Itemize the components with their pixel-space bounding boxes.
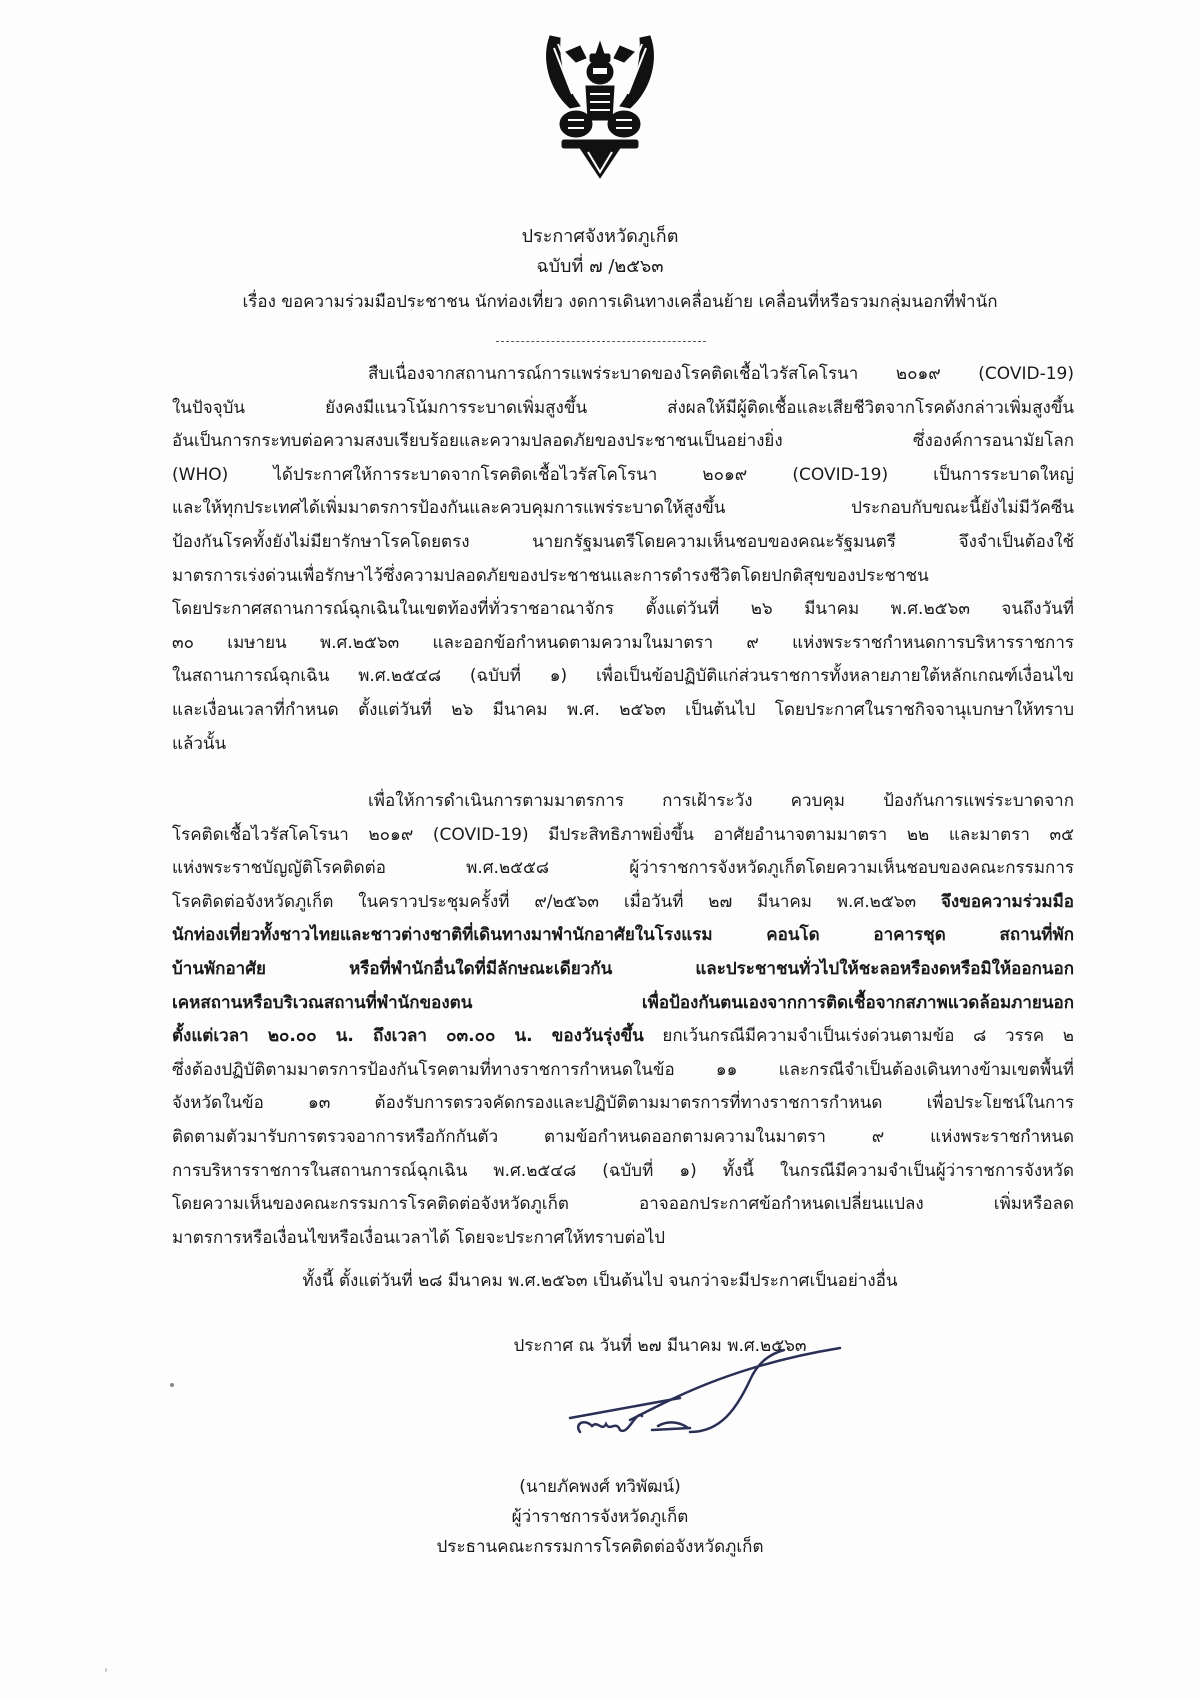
paragraph-2	[172, 785, 1074, 1255]
paragraph-line: ป้องกันโรคทั้งยังไม่มียารักษาโรคโดยตรง นายกรัฐมนตรีโดยความเห็นชอบของคณะรัฐมนตรี จึงจำเป็นต้องใช้	[172, 531, 1074, 552]
paragraph-text: โรคติดต่อจังหวัดภูเก็ต ในคราวประชุมครั้งที่ ๙/๒๕๖๓ เมื่อวันที่ ๒๗ มีนาคม พ.ศ.๒๕๖๓	[172, 891, 941, 912]
paragraph-line: ในสถานการณ์ฉุกเฉิน พ.ศ.๒๕๔๘ (ฉบับที่ ๑) เพื่อเป็นข้อปฏิบัติแก่ส่วนราชการทั้งหลายภายใต้หลักเกณฑ์เงื่อนไข	[172, 666, 1074, 687]
paragraph-line: เพื่อให้การดำเนินการตามมาตรการ การเฝ้าระวัง ควบคุม ป้องกันการแพร่ระบาดจาก	[368, 791, 1074, 811]
scan-speck	[170, 1383, 174, 1387]
paragraph-bold-text: จึงขอความร่วมมือ	[940, 891, 1074, 912]
paragraph-line	[172, 1020, 1074, 1054]
paragraph-line: อันเป็นการกระทบต่อความสงบเรียบร้อยและความปลอดภัยของประชาชนเป็นอย่างยิ่ง ซึ่งองค์การอนามัยโลก	[172, 431, 1074, 452]
paragraph-line: โรคติดเชื้อไวรัสโคโรนา ๒๐๑๙ (COVID-19) มีประสิทธิภาพยิ่งขึ้น อาศัยอำนาจตามมาตรา ๒๒ และมาตรา ๓๕	[172, 824, 1074, 845]
paragraph-line: และเงื่อนเวลาที่กำหนด ตั้งแต่วันที่ ๒๖ มีนาคม พ.ศ. ๒๕๖๓ เป็นต้นไป โดยประกาศในราชกิจจานุเบกษาให้ทราบ	[172, 699, 1074, 720]
paragraph-line: โดยความเห็นของคณะกรรมการโรคติดต่อจังหวัดภูเก็ต อาจออกประกาศข้อกำหนดเปลี่ยนแปลง เพิ่มหรือลด	[172, 1194, 1074, 1215]
paragraph-line-bold: บ้านพักอาศัย หรือที่พำนักอื่นใดที่มีลักษณะเดียวกัน และประชาชนทั่วไปให้ชะลอหรืองดหรือมิให้ออกนอก	[172, 958, 1074, 979]
document-subject: เรื่อง ขอความร่วมมือประชาชน นักท่องเที่ยว งดการเดินทางเคลื่อนย้าย เคลื่อนที่หรือรวมกลุ่มนอกที่พำนัก	[242, 292, 998, 312]
signer-block	[0, 1472, 1200, 1562]
paragraph-line: ในปัจจุบัน ยังคงมีแนวโน้มการระบาดเพิ่มสูงขึ้น ส่งผลให้มีผู้ติดเชื้อและเสียชีวิตจากโรคดังกล่าวเพิ่มสูงขึ้น	[172, 397, 1074, 418]
paragraph-line: มาตรการเร่งด่วนเพื่อรักษาไว้ซึ่งความปลอดภัยของประชาชนและการดำรงชีวิตโดยปกติสุขของประชาชน	[172, 565, 929, 586]
document-number: ฉบับที่ ๗ /๒๕๖๓	[536, 256, 664, 277]
paragraph-line: ติดตามตัวมารับการตรวจอาการหรือกักกันตัว ตามข้อกำหนดออกตามความในมาตรา ๙ แห่งพระราชกำหนด	[172, 1126, 1074, 1147]
document-header	[0, 222, 1200, 282]
paragraph-line: มาตรการหรือเงื่อนไขหรือเงื่อนเวลาได้ โดยจะประกาศให้ทราบต่อไป	[172, 1227, 666, 1248]
signer-name: (นายภัคพงศ์ ทวิพัฒน์)	[519, 1477, 681, 1497]
signer-position: ผู้ว่าราชการจังหวัดภูเก็ต	[511, 1507, 689, 1527]
document-title: ประกาศจังหวัดภูเก็ต	[521, 226, 679, 247]
paragraph-line: แห่งพระราชบัญญัติโรคติดต่อ พ.ศ.๒๕๕๘ ผู้ว่าราชการจังหวัดภูเก็ตโดยความเห็นชอบของคณะกรรมการ	[172, 858, 1074, 879]
signer-role: ประธานคณะกรรมการโรคติดต่อจังหวัดภูเก็ต	[436, 1537, 764, 1557]
paragraph-bold-text: ตั้งแต่เวลา ๒๐.๐๐ น. ถึงเวลา ๐๓.๐๐ น. ของวันรุ่งขึ้น	[172, 1026, 644, 1047]
paragraph-line: การบริหารราชการในสถานการณ์ฉุกเฉิน พ.ศ.๒๕๔๘ (ฉบับที่ ๑) ทั้งนี้ ในกรณีมีความจำเป็นผู้ว่าราชการจังหวัด	[172, 1160, 1074, 1181]
paragraph-line: (WHO) ได้ประกาศให้การระบาดจากโรคติดเชื้อไวรัสโคโรนา ๒๐๑๙ (COVID-19) เป็นการระบาดใหญ่	[172, 464, 1074, 485]
paragraph-line: จังหวัดในข้อ ๑๓ ต้องรับการตรวจคัดกรองและปฏิบัติตามมาตรการที่ทางราชการกำหนด เพื่อประโยชน์ในการ	[172, 1093, 1074, 1114]
handwritten-signature	[540, 1340, 880, 1450]
separator-line	[496, 341, 706, 342]
paragraph-text: ยกเว้นกรณีมีความจำเป็นเร่งด่วนตามข้อ ๘ วรรค ๒	[643, 1026, 1074, 1047]
garuda-emblem-icon	[540, 28, 660, 188]
effective-date: ทั้งนี้ ตั้งแต่วันที่ ๒๘ มีนาคม พ.ศ.๒๕๖๓ เป็นต้นไป จนกว่าจะมีประกาศเป็นอย่างอื่น	[302, 1271, 898, 1291]
paragraph-line-bold: เคหสถานหรือบริเวณสถานที่พำนักของตน เพื่อป้องกันตนเองจากการติดเชื้อจากสภาพแวดล้อมภายนอก	[172, 992, 1074, 1013]
paragraph-line: โดยประกาศสถานการณ์ฉุกเฉินในเขตท้องที่ทั่วราชอาณาจักร ตั้งแต่วันที่ ๒๖ มีนาคม พ.ศ.๒๕๖๓ จนถึงวันที่	[172, 599, 1074, 620]
paragraph-line: และให้ทุกประเทศได้เพิ่มมาตรการป้องกันและควบคุมการแพร่ระบาดให้สูงขึ้น ประกอบกับขณะนี้ยังไม่มีวัคซีน	[172, 498, 1074, 519]
paragraph-1	[172, 358, 1074, 761]
paragraph-line: ซึ่งต้องปฏิบัติตามมาตรการป้องกันโรคตามที่ทางราชการกำหนดในข้อ ๑๑ และกรณีจำเป็นต้องเดินทางข้ามเขตพื้นที่	[172, 1059, 1074, 1080]
paragraph-line: สืบเนื่องจากสถานการณ์การแพร่ระบาดของโรคติดเชื้อไวรัสโคโรนา ๒๐๑๙ (COVID-19)	[368, 364, 1074, 384]
paragraph-line: ๓๐ เมษายน พ.ศ.๒๕๖๓ และออกข้อกำหนดตามความในมาตรา ๙ แห่งพระราชกำหนดการบริหารราชการ	[172, 632, 1074, 653]
paragraph-line: แล้วนั้น	[172, 733, 227, 754]
paragraph-line	[172, 886, 1074, 920]
scan-speck	[105, 1668, 107, 1672]
announced-date: ประกาศ ณ วันที่ ๒๗ มีนาคม พ.ศ.๒๕๖๓	[513, 1336, 807, 1356]
paragraph-line-bold: นักท่องเที่ยวทั้งชาวไทยและชาวต่างชาติที่เดินทางมาพำนักอาศัยในโรงแรม คอนโด อาคารชุด สถานที่พัก	[172, 925, 1074, 946]
